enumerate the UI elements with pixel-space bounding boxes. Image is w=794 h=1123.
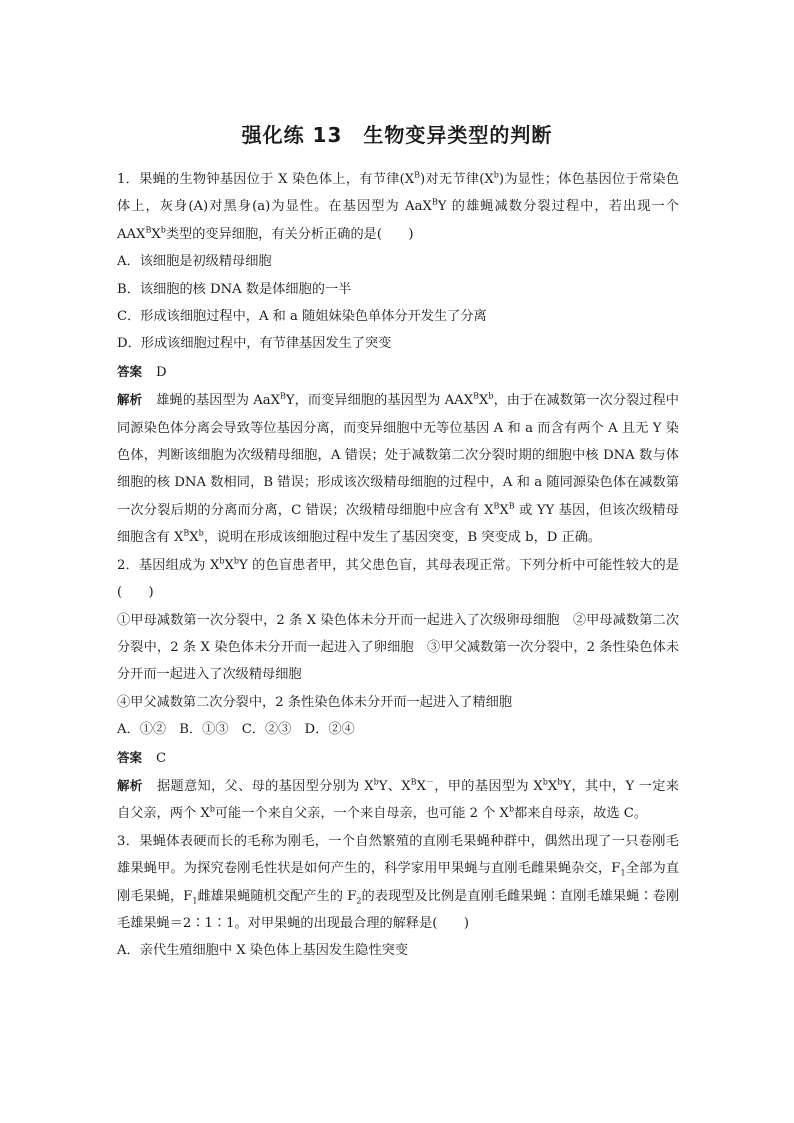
question-1-stem: 1．果蝇的生物钟基因位于 X 染色体上，有节律$(X^B)$对无节律$(X^b)$为显性；体色基因位于常染色体上，灰身(A)对黑身(a)为显性。在基因型为 AaX$^B$Y 的雄蝇减数分裂过程中，若出现一个 $AAX^BX^b$类型的变异细胞，有关分析正确的是( ) [117, 170, 679, 242]
answer-value: C [156, 750, 167, 766]
answer-label: 答案 [117, 363, 143, 379]
page-title: 强化练 13 生物变异类型的判断 [241, 123, 553, 147]
question-3-stem: 3．果蝇体表硬而长的毛称为刚毛，一个自然繁殖的直刚毛果蝇种群中，偶然出现了一只卷刚毛雄果蝇甲。为探究卷刚毛性状是如何产生的，科学家用甲果蝇与直刚毛雌果蝇杂交，$F_1$全部为直刚毛果蝇，$F_1$雌雄果蝇随机交配产生的 $F_2$的表现型及比例是直刚毛雌果蝇∶直刚毛雄果蝇∶卷刚毛雄果蝇＝2∶1∶1。对甲果蝇的出现最合理的解释是( ) [117, 833, 680, 931]
question-1-option-a: A．该细胞是初级精母细胞 [117, 254, 272, 270]
question-1-option-b: B．该细胞的核 DNA 数是体细胞的一半 [117, 281, 352, 297]
question-1-option-c: C．形成该细胞过程中，A 和 a 随姐妹染色单体分开发生了分离 [117, 309, 487, 325]
question-2-items-1-3: ①甲母减数第一次分裂中，2 条 X 染色体未分开而一起进入了次级卵母细胞 ②甲母减数第二次分裂中，2 条 X 染色体未分开而一起进入了卵细胞 ③甲父减数第一次分裂中，2 条性染色体未分开而一起进入了次级精母细胞 [117, 612, 680, 683]
document-body [117, 166, 679, 965]
question-2-stem: 2．基因组成为 $X^bX^bY$ 的色盲患者甲，其父患色盲，其母表现正常。下列分析中可能性较大的是( ) [117, 556, 679, 601]
question-1-answer [117, 358, 679, 386]
question-2-item-4: ④甲父减数第二次分裂中，2 条性染色体未分开而一起进入了精细胞 [117, 694, 513, 710]
answer-label: 答案 [117, 749, 143, 765]
analysis-label: 解析 [117, 392, 143, 408]
answer-value: D [156, 364, 167, 380]
question-2-options: A．①② B．①③ C．②③ D．②④ [117, 722, 355, 738]
question-2-analysis: 解析 据题意知，父、母的基因型分别为 $X^bY$、$X^BX^-$，甲的基因型为 $X^bX^bY$，其中，Y 一定来自父亲，两个 $X^b$可能一个来自父亲，一个来自母亲，也可能 2 个 $X^b$都来自母亲，故选 C。 [117, 777, 679, 822]
question-1-option-d: D．形成该细胞过程中，有节律基因发生了突变 [117, 336, 392, 352]
question-3-option-a: A．亲代生殖细胞中 X 染色体上基因发生隐性突变 [117, 943, 409, 959]
question-2-answer [117, 744, 679, 772]
analysis-label: 解析 [117, 777, 143, 793]
question-1-analysis: 解析 雄蝇的基因型为 AaX$^B$Y，而变异细胞的基因型为 $AAX^BX^b$，由于在减数第一次分裂过程中同源染色体分离会导致等位基因分离，而变异细胞中无等位基因 A 和 a 而含有两个 A 且无 Y 染色体，判断该细胞为次级精母细胞，A 错误；处于减数第二次分裂时期的细胞中核 DNA 数与体细胞的核 DNA 数相同，B 错误；形成该次级精母细胞的过程中，A 和 a 随同源染色体在减数第一次分裂后期的分离而分离，C 错误；次级精母细胞中应含有 $X^BX^B$ 或 YY 基因，但该次级精母细胞含有 $X^BX^b$，说明在形成该细胞过程中发生了基因突变，B 突变成 b，D 正确。 [117, 391, 679, 546]
